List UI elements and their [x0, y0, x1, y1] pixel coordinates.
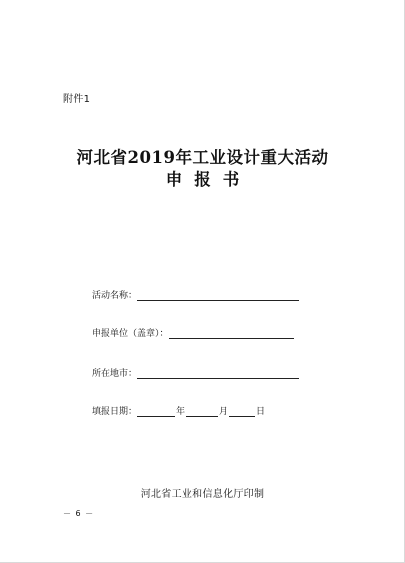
month-label: 月 [219, 407, 229, 417]
location-label: 所在地市： [92, 369, 138, 379]
issuer-footer: 河北省工业和信息化厅印制 [140, 489, 265, 500]
page-number: － 6 － [63, 509, 95, 518]
fill-date-field [92, 404, 266, 417]
year-blank-line [137, 407, 175, 417]
activity-name-blank-line [137, 291, 299, 301]
fill-date-label: 填报日期： [92, 407, 138, 417]
applicant-unit-field [92, 326, 294, 339]
month-blank-line [186, 407, 218, 417]
document-subtitle: 申报书 [165, 170, 252, 189]
applicant-unit-label: 申报单位（盖章）： [92, 329, 169, 339]
location-field [92, 366, 299, 379]
day-blank-line [229, 407, 255, 417]
activity-name-field [92, 288, 299, 301]
attachment-label: 附件1 [63, 94, 91, 105]
day-label: 日 [256, 407, 266, 417]
document-title: 河北省2019年工业设计重大活动 [76, 148, 329, 167]
year-label: 年 [176, 407, 186, 417]
location-blank-line [137, 369, 299, 379]
activity-name-label: 活动名称： [92, 291, 138, 301]
applicant-unit-blank-line [169, 329, 294, 339]
